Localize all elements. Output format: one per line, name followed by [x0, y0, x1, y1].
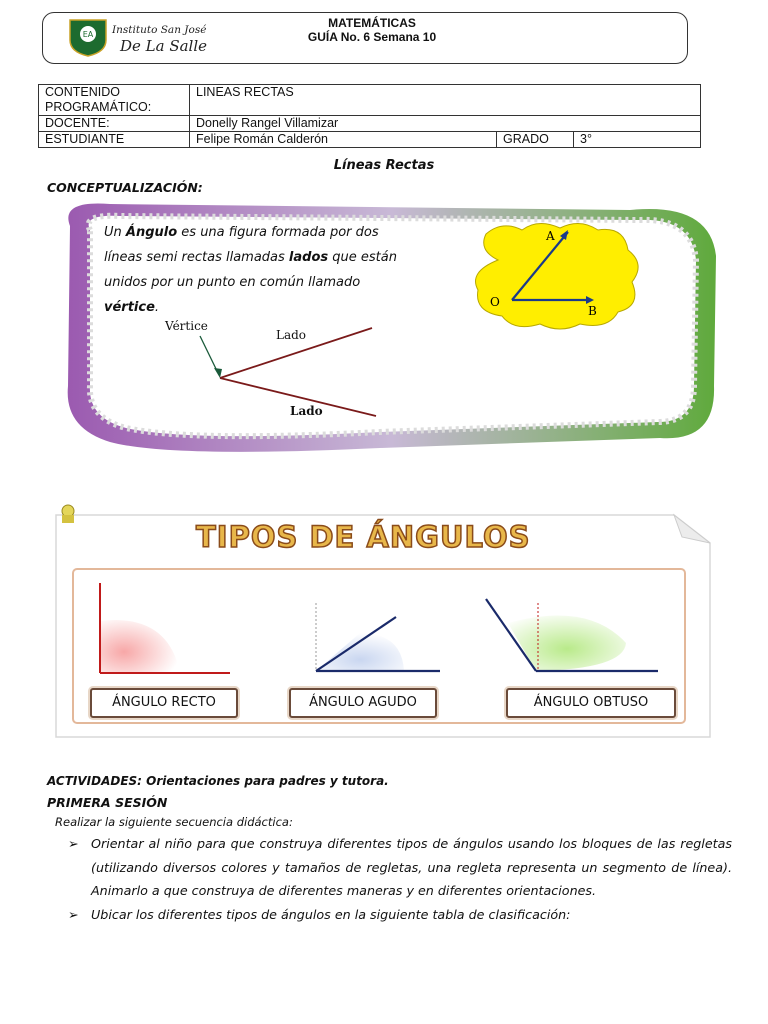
activity-list [66, 832, 732, 927]
grado-label: GRADO [497, 132, 574, 148]
page-title: Líneas Rectas [333, 158, 435, 173]
word-angulo: Ángulo [125, 225, 178, 240]
word-vertice: vértice [104, 300, 155, 315]
label-angulo-agudo: ÁNGULO AGUDO [289, 688, 437, 718]
point-b: B [588, 304, 597, 318]
word-lados: lados [288, 250, 329, 265]
bullet-arrow-icon: ➢ [68, 836, 79, 851]
list-item: ➢ Orientar al niño para que construya diferentes tipos de ángulos usando los bloques de las regletas (utilizando diversos colores y tamaños de regletas, una regleta representa un segmento de línea). Animarlo a que construya de diferentes maneras y en diferentes orientaciones. [66, 832, 732, 903]
school-name-line1: Instituto San José [112, 24, 207, 36]
point-o: O [490, 295, 500, 309]
school-logo [66, 16, 236, 58]
subject-title: MATEMÁTICAS [328, 16, 416, 30]
angle-types-title: TIPOS DE ÁNGULOS [196, 520, 531, 554]
docente-value: Donelly Rangel Villamizar [190, 116, 701, 132]
angle-definition: Un Ángulo es una figura formada por dos líneas semi rectas llamadas lados que están unidos por un punto en común llamado vértice. [104, 225, 397, 315]
guide-title: GUÍA No. 6 Semana 10 [307, 30, 437, 44]
sequence-instruction: Realizar la siguiente secuencia didáctica: [55, 815, 293, 829]
label-angulo-recto: ÁNGULO RECTO [90, 688, 238, 718]
school-name-line2: De La Salle [120, 37, 208, 55]
vertex-label: Vértice [165, 319, 208, 333]
concept-heading: CONCEPTUALIZACIÓN: [47, 180, 203, 195]
activities-heading: ACTIVIDADES: Orientaciones para padres y tutora. [47, 774, 389, 788]
info-table [38, 84, 701, 148]
session-heading: PRIMERA SESIÓN [47, 795, 168, 810]
cloud-angle-diagram [468, 220, 644, 332]
estudiante-value: Felipe Román Calderón [190, 132, 497, 148]
svg-text:EA: EA [82, 30, 94, 39]
label-angulo-obtuso: ÁNGULO OBTUSO [506, 688, 676, 718]
list-item: ➢ Ubicar los diferentes tipos de ángulos en la siguiente tabla de clasificación: [66, 903, 732, 927]
docente-label: DOCENTE: [39, 116, 190, 132]
header-title [292, 16, 452, 44]
side-label-1: Lado [276, 328, 307, 342]
bullet-arrow-icon: ➢ [68, 907, 79, 923]
point-a: A [546, 229, 555, 243]
estudiante-label: ESTUDIANTE [39, 132, 190, 148]
contenido-value: LINEAS RECTAS [190, 85, 701, 116]
side-label-2: Lado [290, 404, 323, 418]
contenido-label: CONTENIDO PROGRAMÁTICO: [39, 85, 190, 116]
grado-value: 3° [574, 132, 701, 148]
